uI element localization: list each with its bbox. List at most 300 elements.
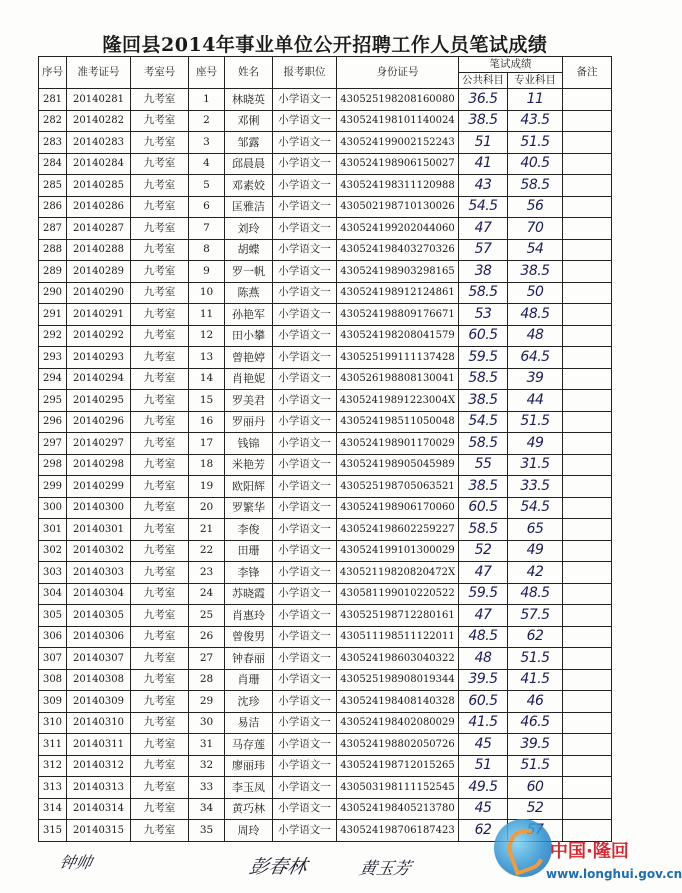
seq-cell: 289: [39, 261, 67, 283]
seat-cell: 8: [189, 239, 225, 261]
seq-cell: 314: [39, 798, 67, 820]
table-row: [39, 110, 612, 132]
remark-cell: [563, 562, 612, 584]
id-cell: 430524198402080029: [337, 712, 459, 734]
remark-cell: [563, 669, 612, 691]
room-cell: 九考室: [131, 583, 189, 605]
room-cell: 九考室: [131, 691, 189, 713]
seat-cell: 17: [189, 433, 225, 455]
room-cell: 九考室: [131, 304, 189, 326]
remark-cell: [563, 454, 612, 476]
table-row: [39, 669, 612, 691]
room-cell: 九考室: [131, 175, 189, 197]
header-position: 报考职位: [273, 57, 337, 89]
room-cell: 九考室: [131, 798, 189, 820]
remark-cell: [563, 218, 612, 240]
table-row: [39, 175, 612, 197]
watermark-name: 中国·隆回: [550, 841, 629, 862]
remark-cell: [563, 304, 612, 326]
position-cell: 小学语文一: [273, 540, 337, 562]
seat-cell: 11: [189, 304, 225, 326]
table-row: [39, 734, 612, 756]
seq-cell: 285: [39, 175, 67, 197]
id-cell: 430524198208041579: [337, 325, 459, 347]
table-row: [39, 196, 612, 218]
seat-cell: 25: [189, 605, 225, 627]
header-name: 姓名: [225, 57, 273, 89]
table-row: [39, 519, 612, 541]
table-row: [39, 691, 612, 713]
public-score-cell: 41: [459, 153, 508, 175]
major-score-cell: 52: [508, 798, 563, 820]
position-cell: 小学语文一: [273, 519, 337, 541]
remark-cell: [563, 755, 612, 777]
header-seq: 序号: [39, 57, 67, 89]
major-score-cell: 38.5: [508, 261, 563, 283]
remark-cell: [563, 712, 612, 734]
id-cell: 430524198906170060: [337, 497, 459, 519]
position-cell: 小学语文一: [273, 89, 337, 111]
id-cell: 430524198901170029: [337, 433, 459, 455]
ticket-cell: 20140292: [67, 325, 131, 347]
position-cell: 小学语文一: [273, 261, 337, 283]
ticket-cell: 20140294: [67, 368, 131, 390]
ticket-cell: 20140288: [67, 239, 131, 261]
ticket-cell: 20140312: [67, 755, 131, 777]
name-cell: 钟春丽: [225, 648, 273, 670]
remark-cell: [563, 282, 612, 304]
major-score-cell: 31.5: [508, 454, 563, 476]
major-score-cell: 65: [508, 519, 563, 541]
name-cell: 李玉凤: [225, 777, 273, 799]
ticket-cell: 20140290: [67, 282, 131, 304]
room-cell: 九考室: [131, 476, 189, 498]
table-row: [39, 454, 612, 476]
remark-cell: [563, 626, 612, 648]
ticket-cell: 20140300: [67, 497, 131, 519]
room-cell: 九考室: [131, 626, 189, 648]
remark-cell: [563, 368, 612, 390]
position-cell: 小学语文一: [273, 153, 337, 175]
room-cell: 九考室: [131, 562, 189, 584]
public-score-cell: 59.5: [459, 347, 508, 369]
table-row: [39, 89, 612, 111]
id-cell: 430524198408140328: [337, 691, 459, 713]
name-cell: 曾俊男: [225, 626, 273, 648]
seat-cell: 2: [189, 110, 225, 132]
name-cell: 李锋: [225, 562, 273, 584]
header-ticket: 准考证号: [67, 57, 131, 89]
header-remark: 备注: [563, 57, 612, 89]
public-score-cell: 58.5: [459, 282, 508, 304]
ticket-cell: 20140287: [67, 218, 131, 240]
public-score-cell: 54.5: [459, 196, 508, 218]
public-score-cell: 38.5: [459, 110, 508, 132]
table-row: [39, 626, 612, 648]
seat-cell: 24: [189, 583, 225, 605]
room-cell: 九考室: [131, 153, 189, 175]
remark-cell: [563, 153, 612, 175]
room-cell: 九考室: [131, 777, 189, 799]
major-score-cell: 62: [508, 626, 563, 648]
seq-cell: 305: [39, 605, 67, 627]
table-row: [39, 583, 612, 605]
seq-cell: 315: [39, 820, 67, 842]
seat-cell: 20: [189, 497, 225, 519]
remark-cell: [563, 798, 612, 820]
major-score-cell: 39.5: [508, 734, 563, 756]
remark-cell: [563, 390, 612, 412]
name-cell: 沈珍: [225, 691, 273, 713]
position-cell: 小学语文一: [273, 347, 337, 369]
table-row: [39, 390, 612, 412]
room-cell: 九考室: [131, 712, 189, 734]
seat-cell: 35: [189, 820, 225, 842]
table-row: [39, 325, 612, 347]
room-cell: 九考室: [131, 411, 189, 433]
seq-cell: 310: [39, 712, 67, 734]
major-score-cell: 70: [508, 218, 563, 240]
major-score-cell: 48.5: [508, 304, 563, 326]
public-score-cell: 58.5: [459, 433, 508, 455]
remark-cell: [563, 110, 612, 132]
room-cell: 九考室: [131, 820, 189, 842]
seat-cell: 1: [189, 89, 225, 111]
signature-3: 黄玉芳: [357, 859, 413, 879]
seat-cell: 21: [189, 519, 225, 541]
ticket-cell: 20140297: [67, 433, 131, 455]
longhui-logo-icon: [494, 819, 552, 877]
seq-cell: 312: [39, 755, 67, 777]
table-row: [39, 540, 612, 562]
table-row: [39, 304, 612, 326]
ticket-cell: 20140293: [67, 347, 131, 369]
position-cell: 小学语文一: [273, 433, 337, 455]
id-cell: 43052119820820472X: [337, 562, 459, 584]
position-cell: 小学语文一: [273, 605, 337, 627]
name-cell: 匡雅洁: [225, 196, 273, 218]
major-score-cell: 54: [508, 239, 563, 261]
room-cell: 九考室: [131, 497, 189, 519]
seat-cell: 3: [189, 132, 225, 154]
seq-cell: 307: [39, 648, 67, 670]
table-row: [39, 433, 612, 455]
seq-cell: 296: [39, 411, 67, 433]
ticket-cell: 20140304: [67, 583, 131, 605]
room-cell: 九考室: [131, 282, 189, 304]
remark-cell: [563, 433, 612, 455]
id-cell: 430524198802050726: [337, 734, 459, 756]
id-cell: 430525198712280161: [337, 605, 459, 627]
table-row: [39, 497, 612, 519]
header-room: 考室号: [131, 57, 189, 89]
position-cell: 小学语文一: [273, 712, 337, 734]
table-row: [39, 218, 612, 240]
position-cell: 小学语文一: [273, 325, 337, 347]
name-cell: 曾艳婷: [225, 347, 273, 369]
major-score-cell: 49: [508, 433, 563, 455]
name-cell: 刘玲: [225, 218, 273, 240]
table-row: [39, 777, 612, 799]
public-score-cell: 51: [459, 755, 508, 777]
room-cell: 九考室: [131, 755, 189, 777]
ticket-cell: 20140314: [67, 798, 131, 820]
position-cell: 小学语文一: [273, 562, 337, 584]
header-seat: 座号: [189, 57, 225, 89]
room-cell: 九考室: [131, 218, 189, 240]
room-cell: 九考室: [131, 390, 189, 412]
name-cell: 廖丽玮: [225, 755, 273, 777]
major-score-cell: 46.5: [508, 712, 563, 734]
position-cell: 小学语文一: [273, 497, 337, 519]
id-cell: 430524198809176671: [337, 304, 459, 326]
name-cell: 罗美君: [225, 390, 273, 412]
ticket-cell: 20140303: [67, 562, 131, 584]
ticket-cell: 20140295: [67, 390, 131, 412]
seq-cell: 306: [39, 626, 67, 648]
table-body: [39, 89, 612, 842]
seat-cell: 31: [189, 734, 225, 756]
public-score-cell: 52: [459, 540, 508, 562]
table-row: [39, 282, 612, 304]
remark-cell: [563, 132, 612, 154]
name-cell: 李俊: [225, 519, 273, 541]
seat-cell: 29: [189, 691, 225, 713]
score-table: [38, 56, 612, 842]
table-row: [39, 476, 612, 498]
public-score-cell: 47: [459, 562, 508, 584]
public-score-cell: 41.5: [459, 712, 508, 734]
major-score-cell: 11: [508, 89, 563, 111]
seq-cell: 297: [39, 433, 67, 455]
ticket-cell: 20140291: [67, 304, 131, 326]
ticket-cell: 20140284: [67, 153, 131, 175]
seat-cell: 33: [189, 777, 225, 799]
public-score-cell: 60.5: [459, 691, 508, 713]
name-cell: 米艳芳: [225, 454, 273, 476]
seat-cell: 5: [189, 175, 225, 197]
major-score-cell: 39: [508, 368, 563, 390]
id-cell: 430524198311120988: [337, 175, 459, 197]
seat-cell: 22: [189, 540, 225, 562]
watermark-url: www.longhui.gov.cn: [546, 867, 682, 881]
name-cell: 马存莲: [225, 734, 273, 756]
remark-cell: [563, 648, 612, 670]
ticket-cell: 20140305: [67, 605, 131, 627]
id-cell: 430524199202044060: [337, 218, 459, 240]
id-cell: 430581199010220522: [337, 583, 459, 605]
signature-area: [57, 848, 480, 888]
seat-cell: 16: [189, 411, 225, 433]
major-score-cell: 43.5: [508, 110, 563, 132]
name-cell: 钱锦: [225, 433, 273, 455]
seq-cell: 308: [39, 669, 67, 691]
name-cell: 黄巧林: [225, 798, 273, 820]
ticket-cell: 20140309: [67, 691, 131, 713]
table-row: [39, 648, 612, 670]
major-score-cell: 64.5: [508, 347, 563, 369]
position-cell: 小学语文一: [273, 218, 337, 240]
seat-cell: 30: [189, 712, 225, 734]
room-cell: 九考室: [131, 347, 189, 369]
ticket-cell: 20140311: [67, 734, 131, 756]
id-cell: 430524198905045989: [337, 454, 459, 476]
position-cell: 小学语文一: [273, 777, 337, 799]
public-score-cell: 60.5: [459, 497, 508, 519]
seat-cell: 32: [189, 755, 225, 777]
seat-cell: 13: [189, 347, 225, 369]
remark-cell: [563, 691, 612, 713]
name-cell: 易洁: [225, 712, 273, 734]
remark-cell: [563, 239, 612, 261]
remark-cell: [563, 476, 612, 498]
name-cell: 邓俐: [225, 110, 273, 132]
name-cell: 罗丽丹: [225, 411, 273, 433]
ticket-cell: 20140289: [67, 261, 131, 283]
name-cell: 欧阳辉: [225, 476, 273, 498]
seq-cell: 300: [39, 497, 67, 519]
seq-cell: 313: [39, 777, 67, 799]
ticket-cell: 20140307: [67, 648, 131, 670]
header-written: 笔试成绩: [459, 57, 563, 73]
ticket-cell: 20140283: [67, 132, 131, 154]
position-cell: 小学语文一: [273, 196, 337, 218]
remark-cell: [563, 175, 612, 197]
position-cell: 小学语文一: [273, 132, 337, 154]
public-score-cell: 60.5: [459, 325, 508, 347]
major-score-cell: 41.5: [508, 669, 563, 691]
name-cell: 邱晨晨: [225, 153, 273, 175]
major-score-cell: 42: [508, 562, 563, 584]
id-cell: 430503198111152545: [337, 777, 459, 799]
seq-cell: 286: [39, 196, 67, 218]
public-score-cell: 38.5: [459, 476, 508, 498]
public-score-cell: 47: [459, 218, 508, 240]
major-score-cell: 49: [508, 540, 563, 562]
seq-cell: 304: [39, 583, 67, 605]
seq-cell: 292: [39, 325, 67, 347]
id-cell: 430525198705063521: [337, 476, 459, 498]
room-cell: 九考室: [131, 325, 189, 347]
public-score-cell: 57: [459, 239, 508, 261]
header-major: 专业科目: [508, 73, 563, 89]
ticket-cell: 20140286: [67, 196, 131, 218]
seat-cell: 9: [189, 261, 225, 283]
public-score-cell: 38.5: [459, 390, 508, 412]
seq-cell: 295: [39, 390, 67, 412]
major-score-cell: 51.5: [508, 648, 563, 670]
ticket-cell: 20140301: [67, 519, 131, 541]
table-row: [39, 347, 612, 369]
public-score-cell: 62: [459, 820, 508, 842]
seat-cell: 7: [189, 218, 225, 240]
position-cell: 小学语文一: [273, 734, 337, 756]
room-cell: 九考室: [131, 132, 189, 154]
remark-cell: [563, 411, 612, 433]
ticket-cell: 20140308: [67, 669, 131, 691]
id-cell: 430524198712015265: [337, 755, 459, 777]
position-cell: 小学语文一: [273, 583, 337, 605]
table-row: [39, 755, 612, 777]
public-score-cell: 45: [459, 798, 508, 820]
remark-cell: [563, 540, 612, 562]
seq-cell: 299: [39, 476, 67, 498]
position-cell: 小学语文一: [273, 454, 337, 476]
position-cell: 小学语文一: [273, 820, 337, 842]
name-cell: 罗一帆: [225, 261, 273, 283]
id-cell: 430524198101140024: [337, 110, 459, 132]
id-cell: 43052419891223004X: [337, 390, 459, 412]
seat-cell: 23: [189, 562, 225, 584]
remark-cell: [563, 777, 612, 799]
id-cell: 430511198511122011: [337, 626, 459, 648]
name-cell: 苏晓霞: [225, 583, 273, 605]
seq-cell: 298: [39, 454, 67, 476]
public-score-cell: 54.5: [459, 411, 508, 433]
major-score-cell: 48.5: [508, 583, 563, 605]
position-cell: 小学语文一: [273, 411, 337, 433]
id-cell: 430524198906150027: [337, 153, 459, 175]
seq-cell: 287: [39, 218, 67, 240]
name-cell: 田珊: [225, 540, 273, 562]
position-cell: 小学语文一: [273, 282, 337, 304]
ticket-cell: 20140299: [67, 476, 131, 498]
name-cell: 田小攀: [225, 325, 273, 347]
name-cell: 周玲: [225, 820, 273, 842]
remark-cell: [563, 89, 612, 111]
position-cell: 小学语文一: [273, 755, 337, 777]
ticket-cell: 20140302: [67, 540, 131, 562]
major-score-cell: 51.5: [508, 132, 563, 154]
id-cell: 430524198405213780: [337, 798, 459, 820]
ticket-cell: 20140315: [67, 820, 131, 842]
site-watermark: [494, 819, 682, 889]
id-cell: 430524198602259227: [337, 519, 459, 541]
remark-cell: [563, 261, 612, 283]
public-score-cell: 47: [459, 605, 508, 627]
seat-cell: 19: [189, 476, 225, 498]
remark-cell: [563, 196, 612, 218]
seq-cell: 303: [39, 562, 67, 584]
public-score-cell: 38: [459, 261, 508, 283]
seat-cell: 28: [189, 669, 225, 691]
header-id: 身份证号: [337, 57, 459, 89]
id-cell: 430524198511050048: [337, 411, 459, 433]
seq-cell: 284: [39, 153, 67, 175]
remark-cell: [563, 734, 612, 756]
room-cell: 九考室: [131, 239, 189, 261]
room-cell: 九考室: [131, 89, 189, 111]
id-cell: 430525198908019344: [337, 669, 459, 691]
seq-cell: 302: [39, 540, 67, 562]
id-cell: 430524198903298165: [337, 261, 459, 283]
seq-cell: 293: [39, 347, 67, 369]
signature-1: 钟帅: [57, 853, 94, 872]
table-row: [39, 798, 612, 820]
public-score-cell: 39.5: [459, 669, 508, 691]
seq-cell: 294: [39, 368, 67, 390]
seat-cell: 12: [189, 325, 225, 347]
public-score-cell: 43: [459, 175, 508, 197]
table-row: [39, 153, 612, 175]
seat-cell: 34: [189, 798, 225, 820]
seq-cell: 281: [39, 89, 67, 111]
major-score-cell: 46: [508, 691, 563, 713]
position-cell: 小学语文一: [273, 691, 337, 713]
ticket-cell: 20140285: [67, 175, 131, 197]
remark-cell: [563, 497, 612, 519]
name-cell: 林晓英: [225, 89, 273, 111]
